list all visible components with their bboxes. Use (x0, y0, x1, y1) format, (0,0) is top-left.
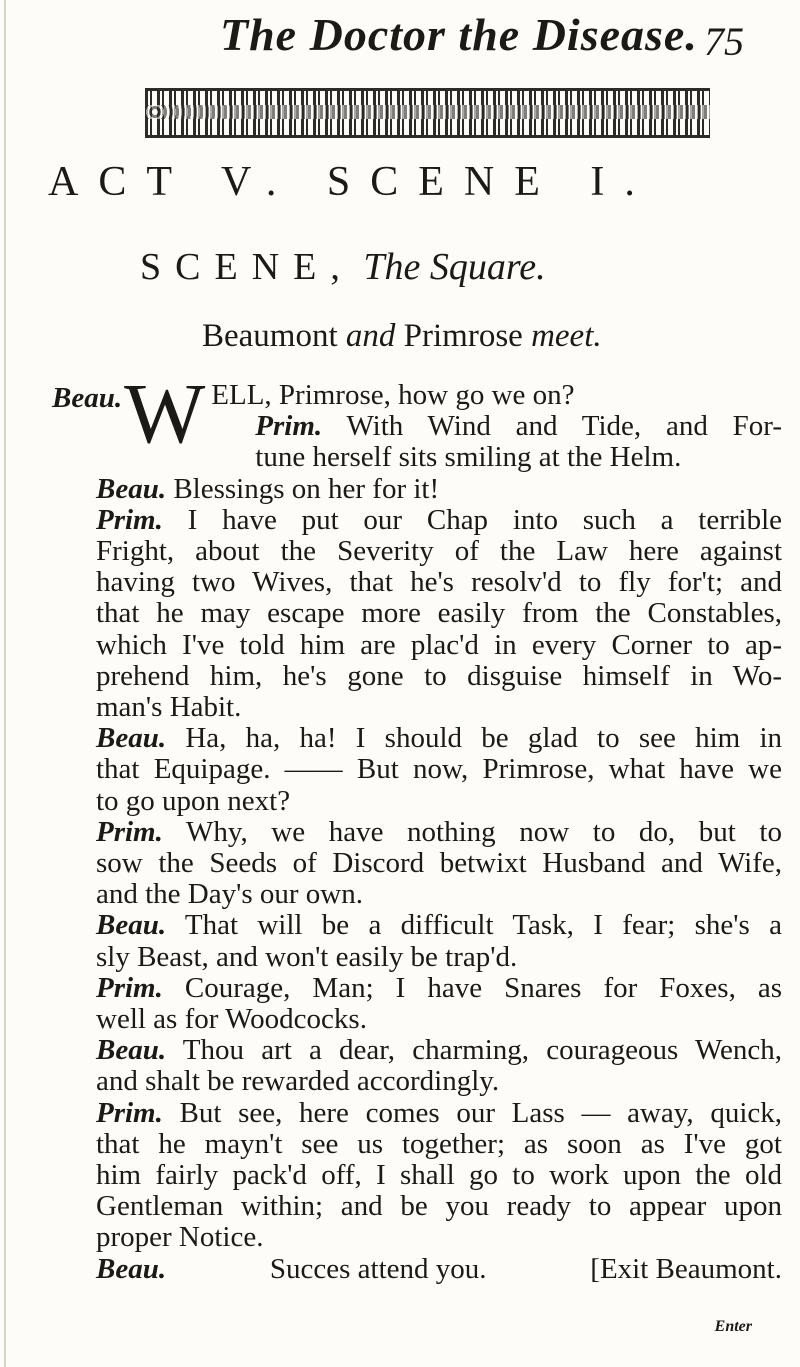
line-text: I have put our Chap into such a terrible (187, 503, 783, 536)
line-text: Gentleman within; and be you ready to appear upon (96, 1190, 782, 1223)
line-text: man's Habit. (96, 691, 242, 724)
page-number: 75 (704, 19, 744, 64)
text-line (52, 1160, 782, 1191)
line-text: that he may escape more easily from the Constables, (96, 597, 782, 630)
line-text: Fright, about the Severity of the Law here against (96, 535, 782, 568)
speech (52, 723, 782, 817)
speaker-name: Prim. (96, 971, 163, 1004)
speaker-name: Beau. (96, 722, 167, 755)
line-text: that Equipage. —— But now, Primrose, what have we (96, 753, 782, 786)
character-name: Primrose (403, 318, 523, 354)
line-text: tune herself sits smiling at the Helm. (255, 441, 682, 474)
speaker-name: Prim. (96, 815, 163, 848)
line-text: him fairly pack'd off, I shall go to work upon the old (96, 1159, 782, 1192)
speech (52, 910, 782, 972)
speech (52, 1035, 782, 1097)
line-text: Ha, ha, ha! I should be glad to see him in (185, 722, 783, 755)
line-text: Blessings on her for it! (173, 472, 440, 505)
scene-heading (140, 245, 546, 289)
stage-direction (202, 318, 602, 355)
speech (52, 474, 782, 505)
text-line (52, 754, 782, 785)
line-text: sly Beast, and won't easily be trap'd. (96, 940, 518, 973)
exit-direction: [Exit Beaumont. (590, 1252, 782, 1285)
line-text: which I've told him are plac'd in every Corner to ap- (96, 628, 782, 661)
speaker-name: Prim. (96, 503, 163, 536)
line-text: Thou art a dear, charming, courageous Wench, (182, 1034, 782, 1067)
text-line (52, 879, 782, 910)
text-line (52, 723, 782, 754)
text-line (52, 817, 782, 848)
text-line (52, 536, 782, 567)
line-text: But see, here comes our Lass — away, quick, (179, 1096, 782, 1129)
line-text: that he mayn't see us together; as soon as I've got (96, 1127, 782, 1160)
speech (52, 1254, 782, 1285)
text-line (52, 598, 782, 629)
speaker-name: Beau. (96, 1034, 167, 1067)
speaker-name: Prim. (96, 1096, 163, 1129)
line-text: Courage, Man; I have Snares for Foxes, as (184, 971, 782, 1004)
line-text: prehend him, he's gone to disguise himself in Wo- (96, 659, 782, 692)
scene-label: SCENE, (140, 246, 354, 288)
line-text: well as for Woodcocks. (96, 1003, 367, 1036)
speaker-name: Beau. (52, 382, 123, 414)
running-title: The Doctor the Disease. (220, 9, 698, 60)
line-text: Why, we have nothing now to do, but to (185, 815, 782, 848)
text-line (52, 1004, 782, 1035)
text-line (52, 1098, 782, 1129)
line-text: Succes attend you. (269, 1252, 487, 1285)
character-name: Beaumont (202, 318, 338, 354)
speech (52, 817, 782, 911)
speaker-name: Beau. (96, 472, 167, 505)
dialogue-body (52, 365, 783, 1285)
line-text: having two Wives, that he's resolv'd to fly for't; and (96, 566, 782, 599)
line-text: That will be a difficult Task, I fear; she's a (184, 909, 782, 942)
text-line (52, 910, 782, 941)
page-edge (4, 0, 6, 1367)
line-text: and shalt be rewarded accordingly. (96, 1065, 500, 1098)
text-line (52, 567, 782, 598)
line-text: sow the Seeds of Discord betwixt Husband and Wife, (96, 847, 782, 880)
text-line (52, 1254, 782, 1285)
text-line (52, 786, 782, 817)
text-line (52, 848, 782, 879)
line-text: With Wind and Tide, and For- (346, 410, 782, 443)
text-line (52, 630, 782, 661)
stage-direction-connector: and (345, 318, 396, 354)
line-text: ELL, Primrose, how go we on? (211, 379, 575, 411)
line-text: to go upon next? (96, 784, 291, 817)
speech (52, 1098, 782, 1254)
speaker-name: Prim. (255, 410, 323, 443)
line-text: proper Notice. (96, 1221, 264, 1254)
text-line (52, 1191, 782, 1222)
scene-place: The Square. (363, 246, 546, 288)
stage-direction-verb: meet. (531, 318, 602, 354)
text-line (52, 942, 782, 973)
text-line (52, 474, 782, 505)
text-line (52, 973, 782, 1004)
text-line (52, 692, 782, 723)
text-line (52, 1035, 782, 1066)
ornamental-headpiece (145, 88, 710, 138)
speaker-name: Beau. (96, 909, 167, 942)
drop-cap: W (124, 365, 206, 461)
text-line (52, 505, 782, 536)
catchword: Enter (714, 1318, 752, 1335)
text-line (52, 661, 782, 692)
speaker-name: Beau. (96, 1252, 167, 1285)
text-line (52, 1129, 782, 1160)
text-line (52, 1222, 782, 1253)
text-line (52, 1066, 782, 1097)
speech (52, 505, 782, 723)
line-text: and the Day's our own. (96, 878, 363, 911)
running-head (0, 6, 800, 76)
act-heading: ACT V. SCENE I. (48, 159, 655, 205)
speech (52, 973, 782, 1035)
